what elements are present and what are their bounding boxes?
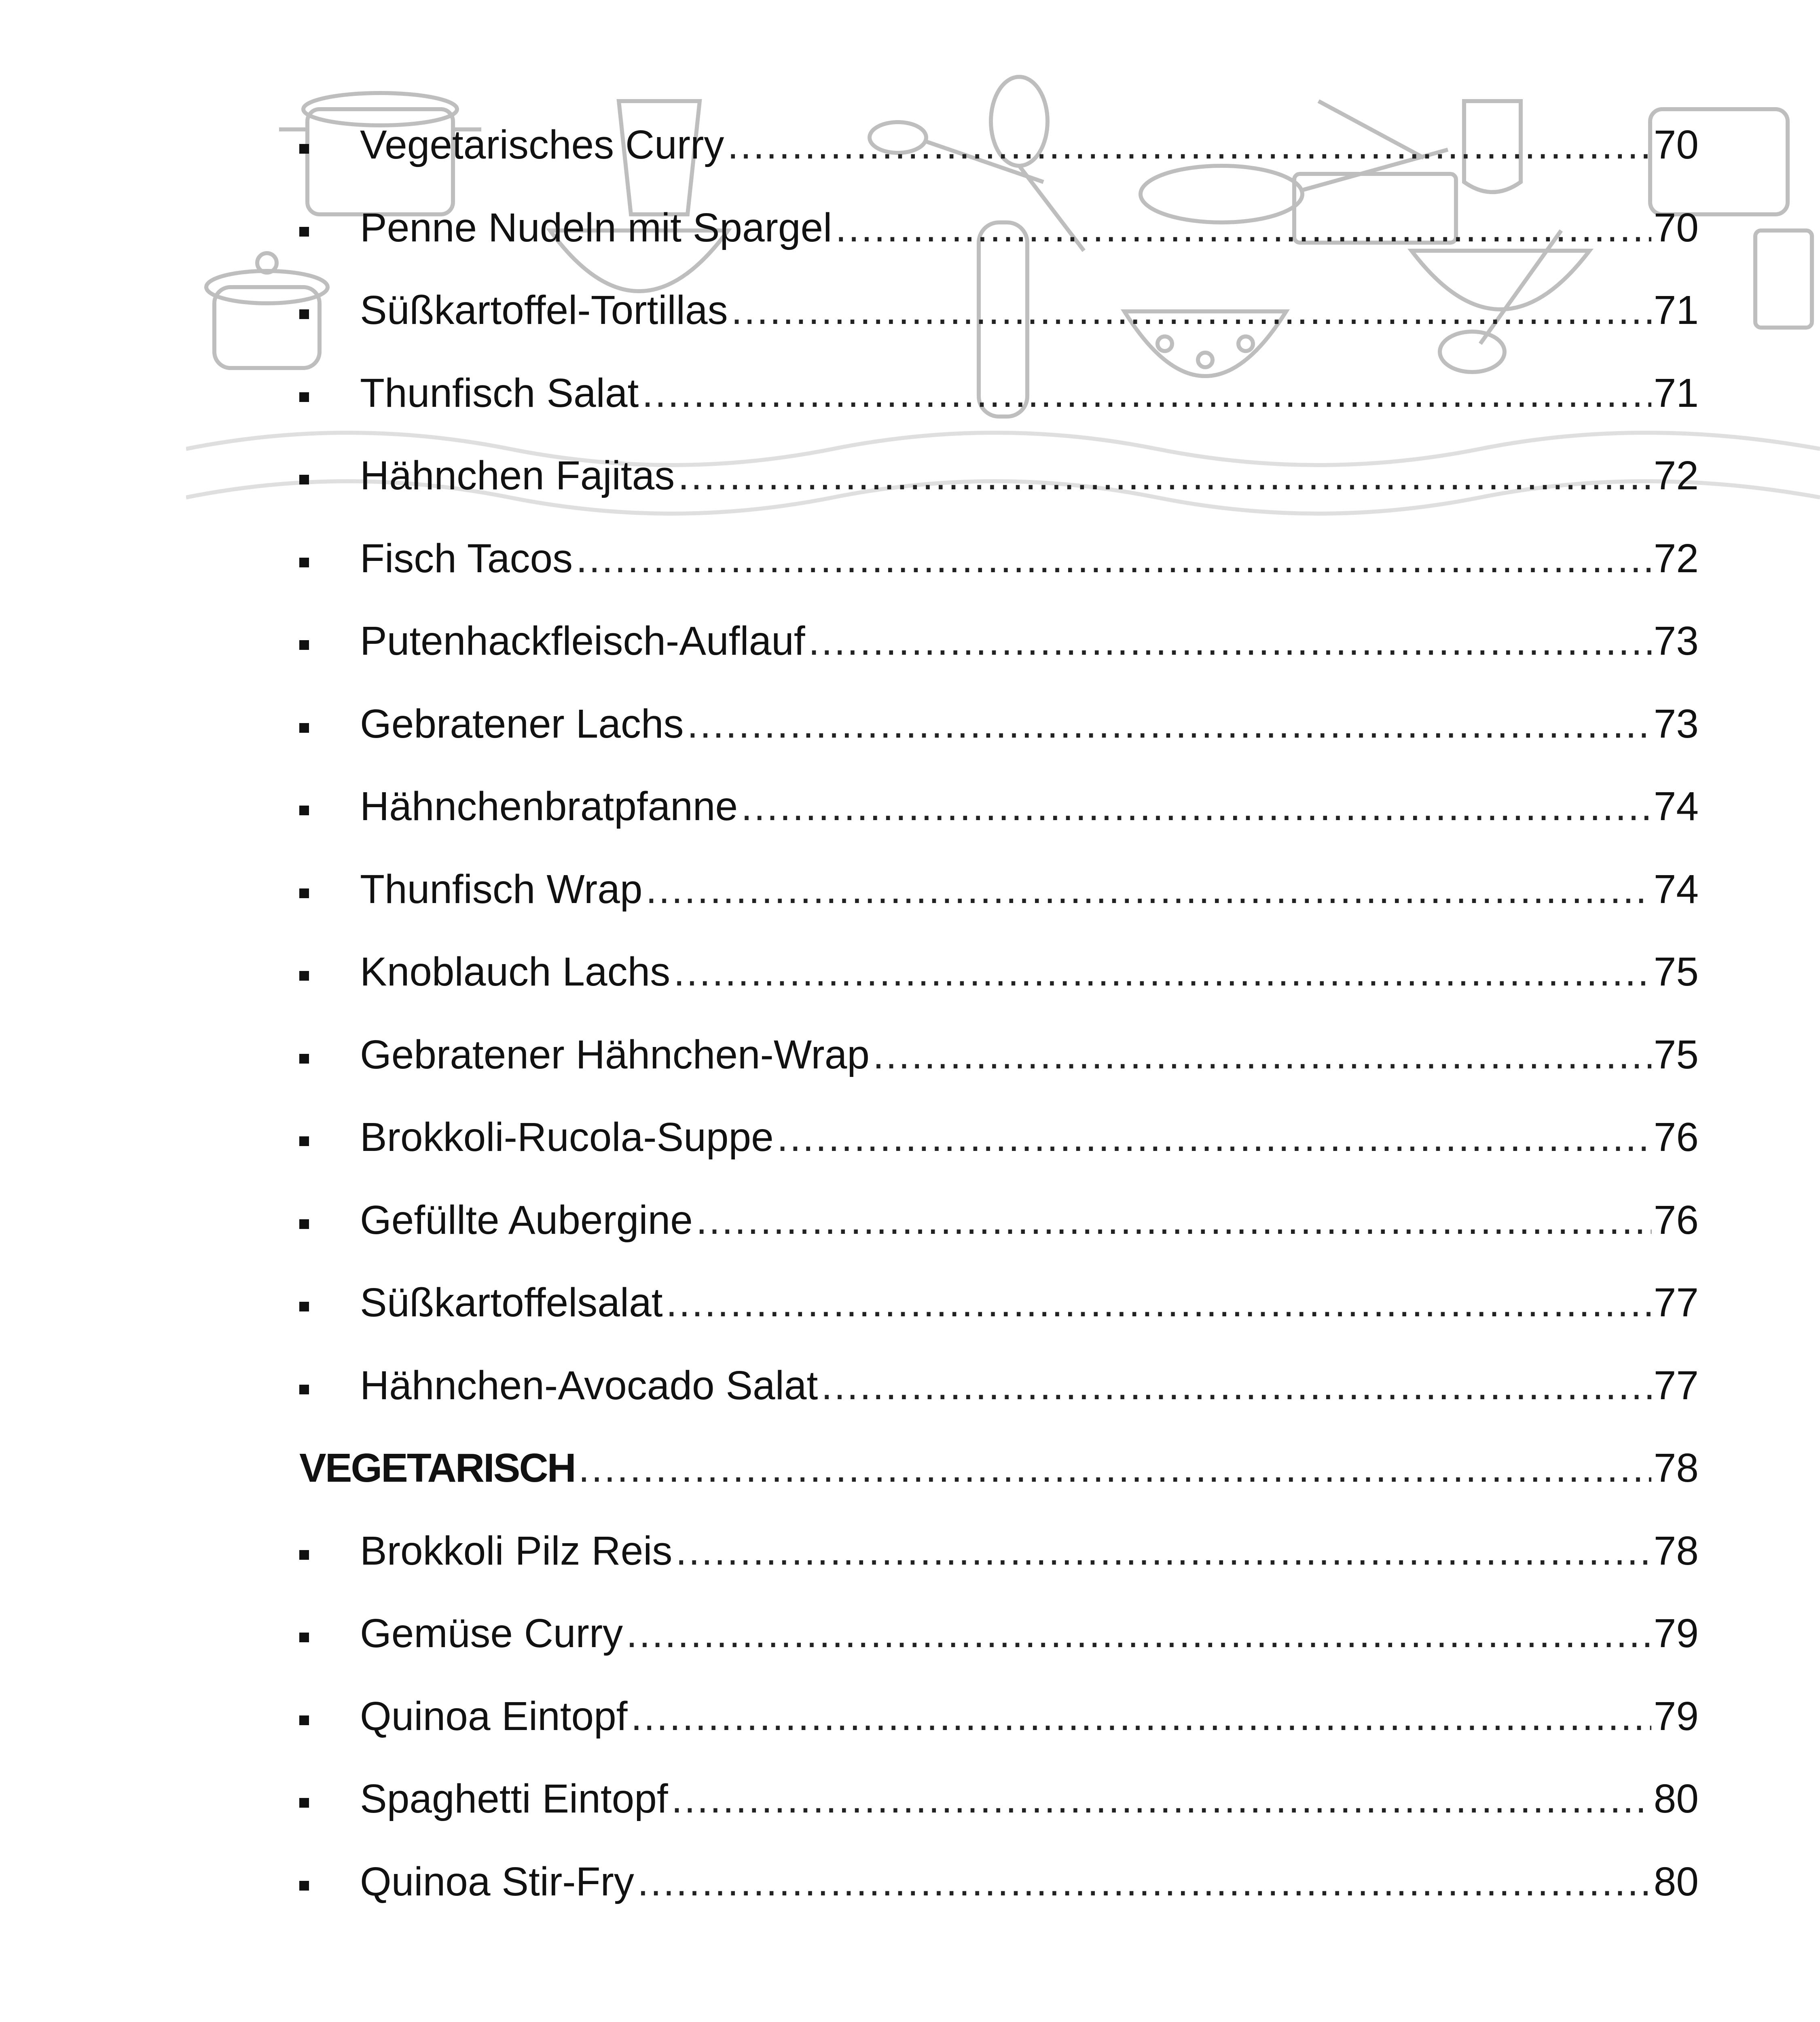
toc-entry[interactable] <box>299 1758 1699 1840</box>
toc-entry-page: 75 <box>1653 949 1699 994</box>
square-bullet-icon <box>299 227 309 237</box>
toc-entry-title: Thunfisch Wrap <box>360 866 643 912</box>
toc-entry[interactable] <box>299 269 1699 352</box>
toc-entry-title: Quinoa Stir-Fry <box>360 1859 634 1904</box>
dot-leader <box>777 1096 1651 1179</box>
dot-leader <box>673 931 1651 1013</box>
calculator-icon <box>1755 231 1812 328</box>
square-bullet-icon <box>299 1054 309 1064</box>
toc-entry-page: 75 <box>1653 1032 1699 1077</box>
square-bullet-icon <box>299 144 309 154</box>
toc-entry-page: 76 <box>1653 1197 1699 1243</box>
toc-entry-title: Hähnchen Fajitas <box>360 453 675 498</box>
toc-entry-title: Gemüse Curry <box>360 1611 623 1656</box>
dot-leader <box>687 683 1651 766</box>
dot-leader <box>821 1344 1651 1427</box>
square-bullet-icon <box>299 888 309 898</box>
toc-entry[interactable] <box>299 1344 1699 1427</box>
square-bullet-icon <box>299 558 309 567</box>
dot-leader <box>873 1013 1651 1096</box>
dot-leader <box>727 104 1651 186</box>
square-bullet-icon <box>299 1798 309 1808</box>
dot-leader <box>835 186 1651 269</box>
square-bullet-icon <box>299 1633 309 1642</box>
square-bullet-icon <box>299 309 309 319</box>
toc-entry-page: 80 <box>1653 1776 1699 1821</box>
toc-entry[interactable] <box>299 1013 1699 1096</box>
square-bullet-icon <box>299 806 309 815</box>
toc-entry[interactable] <box>299 600 1699 683</box>
toc-entry[interactable] <box>299 683 1699 766</box>
toc-entry-page: 77 <box>1653 1280 1699 1325</box>
toc-entry-page: 77 <box>1653 1362 1699 1408</box>
toc-entry-title: Hähnchen-Avocado Salat <box>360 1362 818 1408</box>
toc-entry-title: Fisch Tacos <box>360 535 573 581</box>
toc-entry[interactable] <box>299 848 1699 931</box>
dot-leader <box>578 1427 1651 1510</box>
toc-entry-title: Gefüllte Aubergine <box>360 1197 693 1243</box>
toc-entry-page: 76 <box>1653 1115 1699 1160</box>
square-bullet-icon <box>299 1385 309 1394</box>
table-of-contents <box>299 104 1699 1923</box>
toc-entry-page: 79 <box>1653 1611 1699 1656</box>
toc-entry-page: 78 <box>1653 1528 1699 1574</box>
square-bullet-icon <box>299 1302 309 1311</box>
dot-leader <box>576 517 1651 600</box>
toc-entry-title: Knoblauch Lachs <box>360 949 671 994</box>
toc-entry-title: Gebratener Hähnchen-Wrap <box>360 1032 870 1077</box>
dot-leader <box>637 1840 1651 1923</box>
toc-entry-title: Gebratener Lachs <box>360 701 684 747</box>
toc-entry[interactable] <box>299 1096 1699 1179</box>
toc-entry-title: Brokkoli Pilz Reis <box>360 1528 673 1574</box>
toc-entry-page: 80 <box>1653 1859 1699 1904</box>
dot-leader <box>645 848 1651 931</box>
dot-leader <box>626 1592 1651 1675</box>
toc-entry-page: 71 <box>1653 370 1699 416</box>
toc-entry-page: 70 <box>1653 205 1699 250</box>
toc-section-title: VEGETARISCH <box>299 1445 575 1491</box>
toc-entry[interactable] <box>299 1179 1699 1262</box>
toc-entry-title: Spaghetti Eintopf <box>360 1776 668 1821</box>
dot-leader <box>642 352 1651 435</box>
toc-entry[interactable] <box>299 1840 1699 1923</box>
dot-leader <box>671 1758 1651 1840</box>
dot-leader <box>731 269 1651 352</box>
dot-leader <box>631 1675 1651 1758</box>
toc-section-page: 78 <box>1653 1445 1699 1491</box>
toc-entry-page: 72 <box>1653 535 1699 581</box>
toc-entry-title: Brokkoli-Rucola-Suppe <box>360 1115 774 1160</box>
dot-leader <box>808 600 1651 683</box>
toc-entry-page: 74 <box>1653 784 1699 829</box>
square-bullet-icon <box>299 640 309 650</box>
square-bullet-icon <box>299 971 309 981</box>
square-bullet-icon <box>299 1550 309 1560</box>
toc-entry-title: Putenhackfleisch-Auflauf <box>360 618 805 664</box>
toc-entry-page: 71 <box>1653 288 1699 333</box>
square-bullet-icon <box>299 475 309 484</box>
toc-entry[interactable] <box>299 1592 1699 1675</box>
toc-entry[interactable] <box>299 931 1699 1013</box>
toc-entry-page: 70 <box>1653 122 1699 167</box>
toc-entry[interactable] <box>299 434 1699 517</box>
toc-entry[interactable] <box>299 352 1699 435</box>
toc-entry[interactable] <box>299 1510 1699 1593</box>
toc-entry-title: Süßkartoffelsalat <box>360 1280 663 1325</box>
toc-entry[interactable] <box>299 104 1699 186</box>
square-bullet-icon <box>299 1881 309 1891</box>
dot-leader <box>741 765 1651 848</box>
toc-entry-title: Quinoa Eintopf <box>360 1693 628 1739</box>
toc-section-heading[interactable] <box>299 1427 1699 1510</box>
toc-entry-title: Thunfisch Salat <box>360 370 639 416</box>
square-bullet-icon <box>299 392 309 402</box>
toc-entry[interactable] <box>299 1675 1699 1758</box>
toc-entry[interactable] <box>299 765 1699 848</box>
dot-leader <box>696 1179 1651 1262</box>
toc-entry-page: 72 <box>1653 453 1699 498</box>
toc-entry[interactable] <box>299 1261 1699 1344</box>
toc-entry-title: Süßkartoffel-Tortillas <box>360 288 728 333</box>
toc-entry[interactable] <box>299 517 1699 600</box>
toc-entry-page: 73 <box>1653 701 1699 747</box>
toc-entry-title: Hähnchenbratpfanne <box>360 784 738 829</box>
dot-leader <box>666 1261 1651 1344</box>
dot-leader <box>678 434 1651 517</box>
square-bullet-icon <box>299 1219 309 1229</box>
toc-entry[interactable] <box>299 186 1699 269</box>
toc-entry-title: Vegetarisches Curry <box>360 122 724 167</box>
toc-entry-page: 79 <box>1653 1693 1699 1739</box>
toc-entry-page: 73 <box>1653 618 1699 664</box>
toc-entry-title: Penne Nudeln mit Spargel <box>360 205 832 250</box>
toc-entry-page: 74 <box>1653 866 1699 912</box>
square-bullet-icon <box>299 1715 309 1725</box>
dot-leader <box>675 1510 1651 1593</box>
square-bullet-icon <box>299 723 309 733</box>
square-bullet-icon <box>299 1136 309 1146</box>
